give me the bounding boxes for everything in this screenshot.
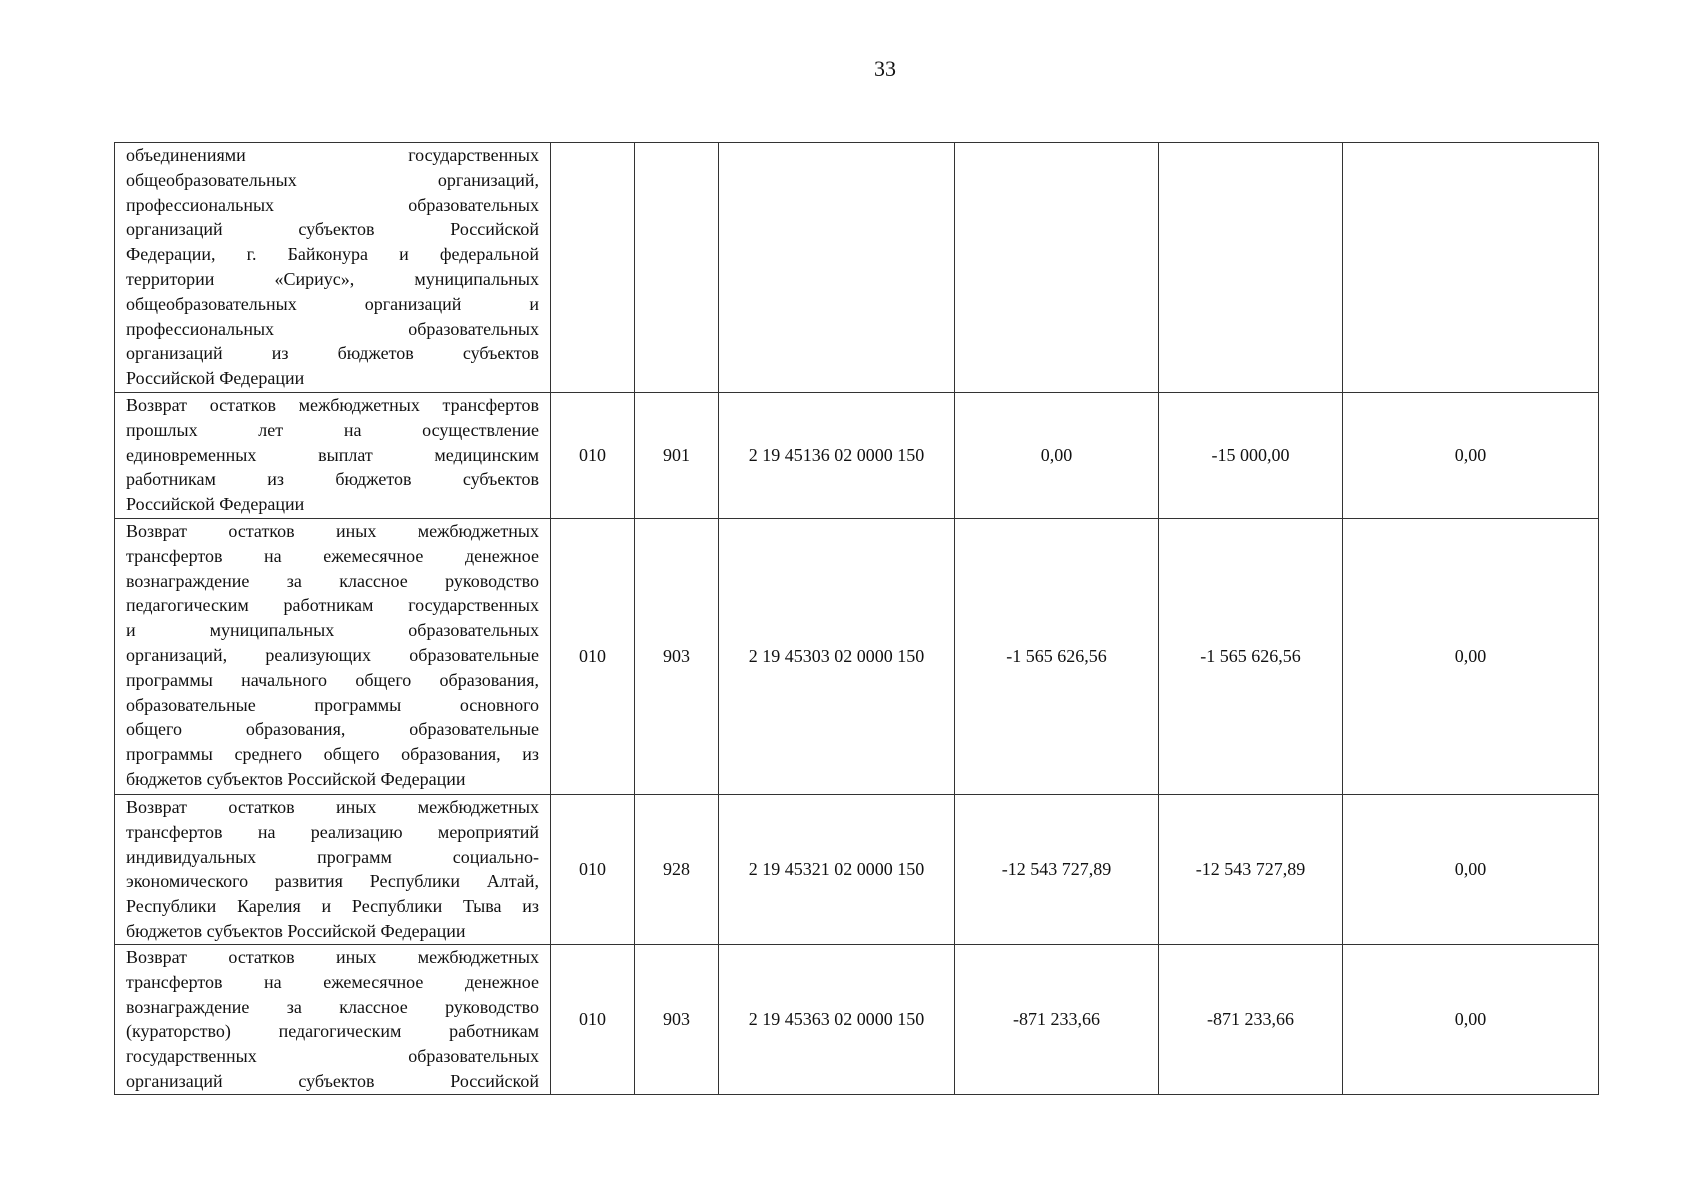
description-line: организаций, реализующих образовательные <box>126 644 539 665</box>
row-value-3: 0,00 <box>1343 945 1599 1095</box>
table-row <box>115 519 1599 795</box>
description-line: работникам из бюджетов субъектов <box>126 469 539 490</box>
description-line: общеобразовательных организаций и <box>126 293 539 314</box>
row-description <box>115 393 551 519</box>
budget-table <box>114 142 1599 1095</box>
description-line: (кураторство) педагогическим работникам <box>126 1021 539 1042</box>
row-value-3 <box>1343 143 1599 393</box>
row-description <box>115 945 551 1095</box>
description-line: вознаграждение за классное руководство <box>126 996 539 1017</box>
description-line: профессиональных образовательных <box>126 318 539 339</box>
row-admin-code: 010 <box>551 945 635 1095</box>
description-line: образовательные программы основного <box>126 694 539 715</box>
description-line: Возврат остатков иных межбюджетных <box>126 797 539 817</box>
row-value-2: -871 233,66 <box>1159 945 1343 1095</box>
description-line: экономического развития Республики Алтай, <box>126 871 539 892</box>
description-line: Российской Федерации <box>126 368 305 389</box>
description-line: общего образования, образовательные <box>126 719 539 740</box>
description-line: индивидуальных программ социально- <box>126 846 539 867</box>
description-line: организаций субъектов Российской <box>126 1070 539 1091</box>
row-value-1: -12 543 727,89 <box>955 795 1159 945</box>
row-description <box>115 795 551 945</box>
row-budget-code: 2 19 45321 02 0000 150 <box>719 795 955 945</box>
row-section-code: 903 <box>635 945 719 1095</box>
description-line: единовременных выплат медицинским <box>126 444 539 465</box>
table-row <box>115 143 1599 393</box>
row-value-3: 0,00 <box>1343 519 1599 795</box>
description-line: Возврат остатков иных межбюджетных <box>126 947 539 967</box>
description-line: Российской Федерации <box>126 494 305 515</box>
row-admin-code: 010 <box>551 393 635 519</box>
row-section-code: 901 <box>635 393 719 519</box>
row-value-1: -871 233,66 <box>955 945 1159 1095</box>
row-description <box>115 519 551 795</box>
description-line: вознаграждение за классное руководство <box>126 570 539 591</box>
description-line: Возврат остатков межбюджетных трансфертов <box>126 395 539 415</box>
row-description <box>115 143 551 393</box>
description-line: и муниципальных образовательных <box>126 620 539 641</box>
description-line: государственных образовательных <box>126 1046 539 1067</box>
row-value-2: -1 565 626,56 <box>1159 519 1343 795</box>
row-value-1 <box>955 143 1159 393</box>
row-value-2: -15 000,00 <box>1159 393 1343 519</box>
description-line: Возврат остатков иных межбюджетных <box>126 521 539 541</box>
row-value-1: -1 565 626,56 <box>955 519 1159 795</box>
description-line: трансфертов на ежемесячное денежное <box>126 545 539 566</box>
description-line: программы среднего общего образования, из <box>126 744 539 765</box>
description-line: программы начального общего образования, <box>126 669 539 690</box>
description-line: Республики Карелия и Республики Тыва из <box>126 896 539 917</box>
description-line: бюджетов субъектов Российской Федерации <box>126 768 466 789</box>
row-section-code: 928 <box>635 795 719 945</box>
row-budget-code <box>719 143 955 393</box>
row-admin-code: 010 <box>551 795 635 945</box>
row-section-code: 903 <box>635 519 719 795</box>
row-value-2: -12 543 727,89 <box>1159 795 1343 945</box>
table-row <box>115 945 1599 1095</box>
description-line: бюджетов субъектов Российской Федерации <box>126 920 466 941</box>
description-line: территории «Сириус», муниципальных <box>126 268 539 289</box>
description-line: трансфертов на реализацию мероприятий <box>126 821 539 842</box>
row-value-1: 0,00 <box>955 393 1159 519</box>
description-line: организаций субъектов Российской <box>126 219 539 240</box>
table-row <box>115 393 1599 519</box>
description-line: профессиональных образовательных <box>126 194 539 215</box>
row-value-2 <box>1159 143 1343 393</box>
description-line: Федерации, г. Байконура и федеральной <box>126 244 539 265</box>
row-budget-code: 2 19 45303 02 0000 150 <box>719 519 955 795</box>
description-line: педагогическим работникам государственных <box>126 595 539 616</box>
description-line: прошлых лет на осуществление <box>126 419 539 440</box>
page-number: 33 <box>874 56 896 81</box>
row-budget-code: 2 19 45136 02 0000 150 <box>719 393 955 519</box>
description-line: трансфертов на ежемесячное денежное <box>126 971 539 992</box>
row-admin-code: 010 <box>551 519 635 795</box>
description-line: общеобразовательных организаций, <box>126 169 539 190</box>
row-admin-code <box>551 143 635 393</box>
row-value-3: 0,00 <box>1343 795 1599 945</box>
table-row <box>115 795 1599 945</box>
row-budget-code: 2 19 45363 02 0000 150 <box>719 945 955 1095</box>
description-line: организаций из бюджетов субъектов <box>126 343 539 364</box>
row-section-code <box>635 143 719 393</box>
row-value-3: 0,00 <box>1343 393 1599 519</box>
description-line: объединениями государственных <box>126 145 539 165</box>
